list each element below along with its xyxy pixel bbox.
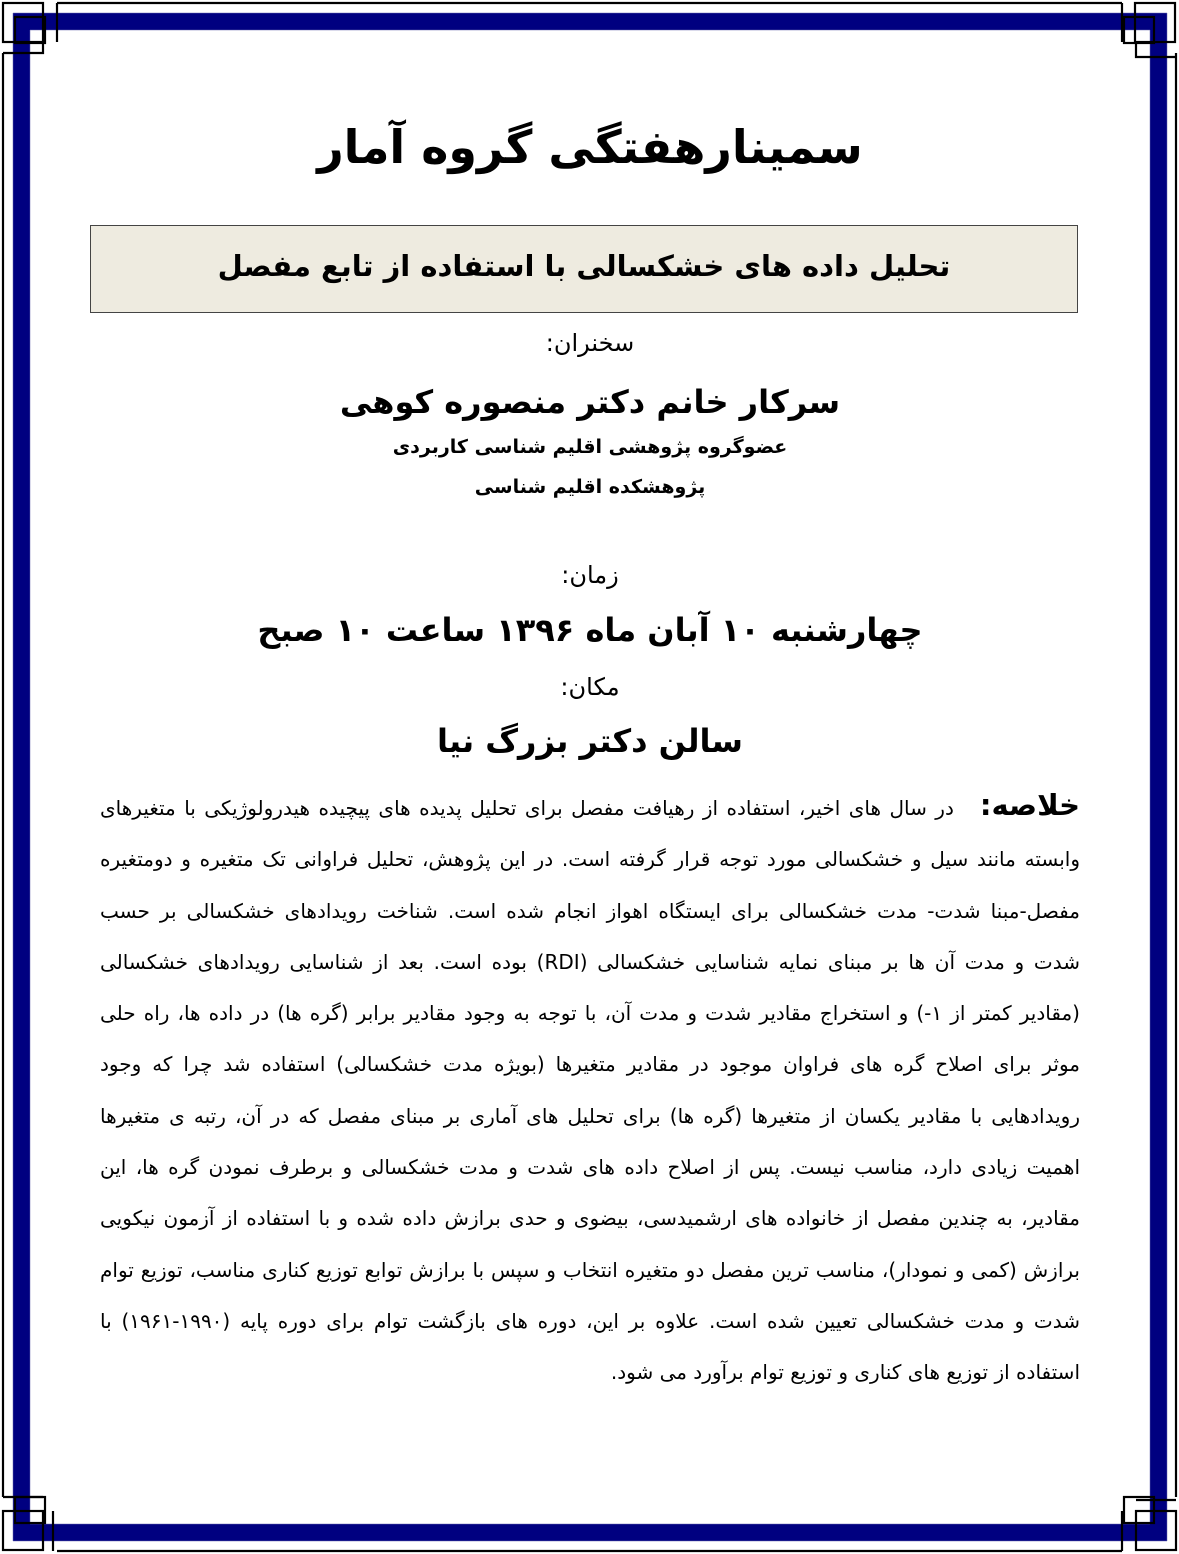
speaker-affiliation-institute: پژوهشکده اقلیم شناسی bbox=[474, 476, 706, 498]
place-value: سالن دکتر بزرگ نیا bbox=[437, 722, 743, 760]
seminar-topic: تحلیل داده های خشکسالی با استفاده از تابع مفصل bbox=[217, 249, 951, 283]
abstract bbox=[100, 780, 1080, 1399]
speaker-affiliation-group: عضوگروه پژوهشی اقلیم شناسی کاربردی bbox=[392, 436, 788, 458]
time-value: چهارشنبه ۱۰ آبان ماه ۱۳۹۶ ساعت ۱۰ صبح bbox=[257, 611, 923, 649]
topic-box bbox=[90, 225, 1078, 313]
time-label: زمان: bbox=[561, 561, 619, 589]
abstract-label: خلاصه: bbox=[979, 788, 1080, 822]
place-label: مکان: bbox=[560, 673, 620, 701]
abstract-text: در سال های اخیر، استفاده از رهیافت مفصل برای تحلیل پدیده های پیچیده هیدرولوژیکی با متغیرهای وابسته مانند سیل و خشکسالی مورد توجه قرار گرفته است. در این پژوهش، تحلیل فراوانی تک متغیره و دومتغیره مفصل-مبنا شدت- مدت خشکسالی برای ایستگاه اهواز انجام شده است. شناخت رویدادهای خشکسالی بر حسب شدت و مدت آن ها بر مبنای نمایه شناسایی خشکسالی (RDI) بوده است. بعد از شناسایی رویدادهای خشکسالی (مقادیر کمتر از ۱-) و استخراج مقادیر شدت و مدت آن، با توجه به وجود مقادیر برابر (گره ها) در داده ها، راه حلی موثر برای اصلاح گره های فراوان موجود در مقادیر متغیرها (بویژه مدت خشکسالی) استفاده شد چرا که وجود رویدادهایی با مقادیر یکسان از متغیرها (گره ها) برای تحلیل های آماری بر مبنای مفصل که در آن، رتبه ی متغیرها اهمیت زیادی دارد، مناسب نیست. پس از اصلاح داده های شدت و مدت خشکسالی و برطرف نمودن گره ها، این مقادیر، به چندین مفصل از خانواده های ارشمیدسی، بیضوی و حدی برازش داده شده و با استفاده از آزمون نیکویی برازش (کمی و نمودار)، مناسب ترین مفصل دو متغیره انتخاب و سپس با برازش توابع توزیع کناری مناسب، توزیع توام شدت و مدت خشکسالی تعیین شده است. علاوه بر این، دوره های بازگشت توام برای دوره پایه (۱۹۹۰-۱۹۶۱) با استفاده از توزیع های کناری و توزیع توام برآورد می شود. bbox=[100, 796, 1080, 1385]
speaker-name: سرکار خانم دکتر منصوره کوهی bbox=[339, 383, 841, 421]
speakers-label: سخنران: bbox=[545, 329, 635, 357]
page-title: سمینارهفتگی گروه آمار bbox=[317, 120, 863, 174]
